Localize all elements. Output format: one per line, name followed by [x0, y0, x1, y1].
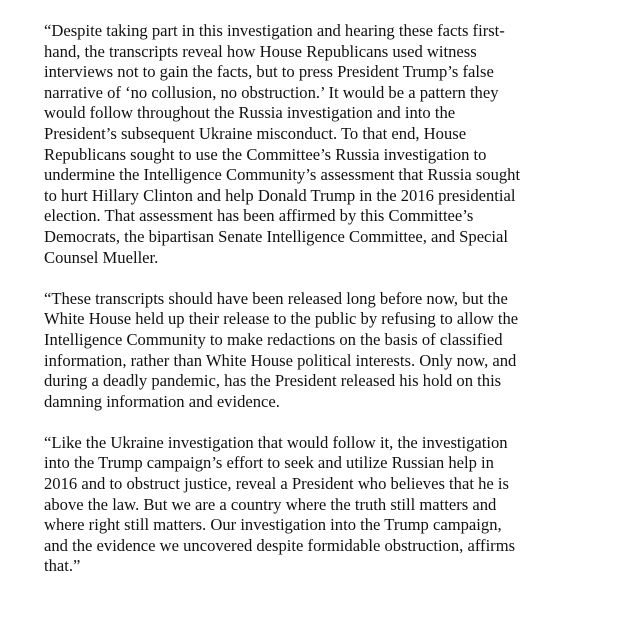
- text-line: where right still matters. Our investigation into the Trump campaign,: [44, 515, 502, 535]
- text-line: above the law. But we are a country where the truth still matters and: [44, 494, 497, 514]
- text-line: that.”: [44, 556, 81, 576]
- text-line: Counsel Mueller.: [44, 247, 159, 267]
- text-line: President’s subsequent Ukraine misconduct. To that end, House: [44, 123, 467, 143]
- text-line: Intelligence Community to make redactions on the basis of classified: [44, 329, 503, 349]
- text-line: election. That assessment has been affirmed by this Committee’s: [44, 206, 474, 226]
- text-line: would follow throughout the Russia investigation and into the: [44, 103, 456, 123]
- text-line: damning information and evidence.: [44, 391, 280, 411]
- document-body: [44, 21, 604, 598]
- text-line: Republicans sought to use the Committee’s Russia investigation to: [44, 144, 487, 164]
- text-line: “These transcripts should have been released long before now, but the: [44, 288, 508, 308]
- text-line: “Despite taking part in this investigation and hearing these facts first-: [44, 21, 505, 40]
- text-line: during a deadly pandemic, has the President released his hold on this: [44, 371, 502, 391]
- text-line: hand, the transcripts reveal how House Republicans used witness: [44, 41, 477, 61]
- paragraph-1: [44, 21, 604, 268]
- paragraph-2: [44, 289, 604, 413]
- text-line: 2016 and to obstruct justice, reveal a President who believes that he is: [44, 474, 509, 494]
- text-line: undermine the Intelligence Community’s assessment that Russia sought: [44, 165, 521, 185]
- paragraph-3: [44, 433, 604, 577]
- text-line: Democrats, the bipartisan Senate Intelligence Committee, and Special: [44, 226, 509, 246]
- text-line: interviews not to gain the facts, but to press President Trump’s false: [44, 62, 494, 82]
- text-line: information, rather than White House political interests. Only now, and: [44, 350, 517, 370]
- text-line: and the evidence we uncovered despite formidable obstruction, affirms: [44, 535, 516, 555]
- text-line: to hurt Hillary Clinton and help Donald Trump in the 2016 presidential: [44, 185, 516, 205]
- text-line: into the Trump campaign’s effort to seek and utilize Russian help in: [44, 453, 494, 473]
- text-line: narrative of ‘no collusion, no obstruction.’ It would be a pattern they: [44, 82, 499, 102]
- text-line: “Like the Ukraine investigation that would follow it, the investigation: [44, 432, 508, 452]
- text-line: White House held up their release to the public by refusing to allow the: [44, 309, 519, 329]
